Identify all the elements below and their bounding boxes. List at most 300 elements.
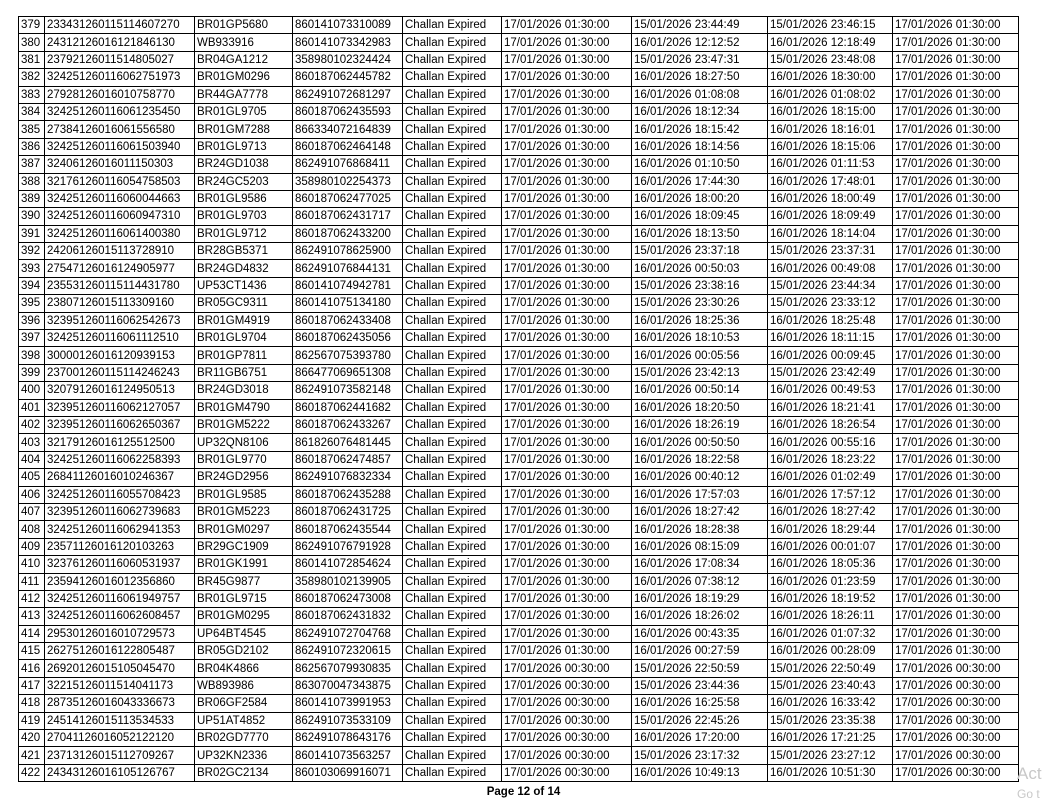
end-time: 16/01/2026 18:27:42 (768, 503, 893, 520)
expiry-time: 17/01/2026 01:30:00 (502, 451, 632, 468)
table-row (19, 312, 1019, 329)
vehicle-number: BR24GD2956 (195, 469, 293, 486)
table-row (19, 156, 1019, 173)
table-row (19, 190, 1019, 207)
vehicle-number: BR01GL9704 (195, 330, 293, 347)
page-number: Page 12 of 14 (486, 786, 561, 798)
closing-time: 17/01/2026 01:30:00 (893, 243, 1019, 260)
vehicle-number: BR24GD4832 (195, 260, 293, 277)
expiry-time: 17/01/2026 01:30:00 (502, 364, 632, 381)
table-row (19, 260, 1019, 277)
row-index: 411 (19, 573, 45, 590)
table-row (19, 173, 1019, 190)
vehicle-number: BR01GL9712 (195, 225, 293, 242)
end-time: 16/01/2026 00:01:07 (768, 538, 893, 555)
end-time: 15/01/2026 22:50:49 (768, 660, 893, 677)
challan-id: 233431260115114607270 (45, 17, 195, 34)
device-imei: 862491078625900 (293, 243, 403, 260)
closing-time: 17/01/2026 00:30:00 (893, 677, 1019, 694)
end-time: 15/01/2026 23:48:08 (768, 51, 893, 68)
start-time: 16/01/2026 18:27:42 (632, 503, 768, 520)
vehicle-number: UP32KN2336 (195, 747, 293, 764)
table-row (19, 51, 1019, 68)
device-imei: 860187062433267 (293, 416, 403, 433)
challan-status: Challan Expired (403, 69, 502, 86)
end-time: 15/01/2026 23:35:38 (768, 712, 893, 729)
closing-time: 17/01/2026 01:30:00 (893, 347, 1019, 364)
row-index: 408 (19, 521, 45, 538)
challan-id: 32179126016125512500 (45, 434, 195, 451)
challan-status: Challan Expired (403, 416, 502, 433)
end-time: 16/01/2026 18:19:52 (768, 590, 893, 607)
challan-status: Challan Expired (403, 469, 502, 486)
vehicle-number: BR01GL9585 (195, 486, 293, 503)
vehicle-number: BR01GM0297 (195, 521, 293, 538)
vehicle-number: BR02GD7770 (195, 730, 293, 747)
start-time: 16/01/2026 18:28:38 (632, 521, 768, 538)
vehicle-number: BR04K4866 (195, 660, 293, 677)
closing-time: 17/01/2026 01:30:00 (893, 295, 1019, 312)
start-time: 16/01/2026 18:19:29 (632, 590, 768, 607)
row-index: 405 (19, 469, 45, 486)
table-row (19, 486, 1019, 503)
start-time: 15/01/2026 23:44:36 (632, 677, 768, 694)
row-index: 419 (19, 712, 45, 729)
table-row (19, 121, 1019, 138)
row-index: 388 (19, 173, 45, 190)
vehicle-number: BR01GL9715 (195, 590, 293, 607)
expiry-time: 17/01/2026 01:30:00 (502, 573, 632, 590)
device-imei: 860187062433200 (293, 225, 403, 242)
table-row (19, 712, 1019, 729)
challan-status: Challan Expired (403, 34, 502, 51)
end-time: 16/01/2026 17:57:12 (768, 486, 893, 503)
vehicle-number: UP51AT4852 (195, 712, 293, 729)
end-time: 16/01/2026 18:15:06 (768, 138, 893, 155)
end-time: 16/01/2026 17:48:01 (768, 173, 893, 190)
row-index: 384 (19, 103, 45, 120)
start-time: 16/01/2026 00:05:56 (632, 347, 768, 364)
start-time: 16/01/2026 00:50:50 (632, 434, 768, 451)
watermark-line-2: Go t (1017, 787, 1040, 801)
table-row (19, 695, 1019, 712)
challan-status: Challan Expired (403, 399, 502, 416)
challan-id: 321761260116054758503 (45, 173, 195, 190)
end-time: 16/01/2026 00:49:53 (768, 382, 893, 399)
expiry-time: 17/01/2026 01:30:00 (502, 521, 632, 538)
expiry-time: 17/01/2026 01:30:00 (502, 538, 632, 555)
row-index: 403 (19, 434, 45, 451)
challan-id: 323951260116062127057 (45, 399, 195, 416)
closing-time: 17/01/2026 01:30:00 (893, 260, 1019, 277)
expiry-time: 17/01/2026 01:30:00 (502, 34, 632, 51)
expiry-time: 17/01/2026 01:30:00 (502, 69, 632, 86)
end-time: 16/01/2026 16:33:42 (768, 695, 893, 712)
challan-id: 324251260116062258393 (45, 451, 195, 468)
challan-status: Challan Expired (403, 451, 502, 468)
challan-id: 324251260116061235450 (45, 103, 195, 120)
challan-status: Challan Expired (403, 608, 502, 625)
end-time: 16/01/2026 01:02:49 (768, 469, 893, 486)
closing-time: 17/01/2026 01:30:00 (893, 17, 1019, 34)
challan-id: 27384126016061556580 (45, 121, 195, 138)
start-time: 16/01/2026 01:08:08 (632, 86, 768, 103)
challan-status: Challan Expired (403, 556, 502, 573)
device-imei: 862491078643176 (293, 730, 403, 747)
end-time: 16/01/2026 10:51:30 (768, 764, 893, 781)
row-index: 421 (19, 747, 45, 764)
start-time: 16/01/2026 18:14:56 (632, 138, 768, 155)
start-time: 16/01/2026 18:09:45 (632, 208, 768, 225)
closing-time: 17/01/2026 01:30:00 (893, 608, 1019, 625)
vehicle-number: BR28GB5371 (195, 243, 293, 260)
vehicle-number: BR01GM0295 (195, 608, 293, 625)
closing-time: 17/01/2026 01:30:00 (893, 590, 1019, 607)
vehicle-number: WB933916 (195, 34, 293, 51)
start-time: 16/01/2026 18:00:20 (632, 190, 768, 207)
row-index: 382 (19, 69, 45, 86)
closing-time: 17/01/2026 00:30:00 (893, 660, 1019, 677)
challan-id: 324251260116060044663 (45, 190, 195, 207)
device-imei: 862491076844131 (293, 260, 403, 277)
table-row (19, 243, 1019, 260)
row-index: 381 (19, 51, 45, 68)
device-imei: 860187062464148 (293, 138, 403, 155)
table-row (19, 86, 1019, 103)
expiry-time: 17/01/2026 01:30:00 (502, 590, 632, 607)
device-imei: 866477069651308 (293, 364, 403, 381)
challan-id: 324251260116055708423 (45, 486, 195, 503)
end-time: 16/01/2026 18:15:00 (768, 103, 893, 120)
closing-time: 17/01/2026 01:30:00 (893, 556, 1019, 573)
row-index: 394 (19, 277, 45, 294)
device-imei: 860187062431725 (293, 503, 403, 520)
vehicle-number: BR01GP5680 (195, 17, 293, 34)
start-time: 16/01/2026 17:20:00 (632, 730, 768, 747)
start-time: 15/01/2026 23:38:16 (632, 277, 768, 294)
end-time: 16/01/2026 01:07:32 (768, 625, 893, 642)
closing-time: 17/01/2026 01:30:00 (893, 277, 1019, 294)
table-row (19, 277, 1019, 294)
expiry-time: 17/01/2026 01:30:00 (502, 156, 632, 173)
start-time: 16/01/2026 18:13:50 (632, 225, 768, 242)
device-imei: 860141073563257 (293, 747, 403, 764)
vehicle-number: BR01GL9770 (195, 451, 293, 468)
closing-time: 17/01/2026 00:30:00 (893, 747, 1019, 764)
challan-id: 23713126015112709267 (45, 747, 195, 764)
vehicle-number: BR45G9877 (195, 573, 293, 590)
table-row (19, 364, 1019, 381)
start-time: 15/01/2026 22:50:59 (632, 660, 768, 677)
challan-id: 323761260116060531937 (45, 556, 195, 573)
expiry-time: 17/01/2026 01:30:00 (502, 486, 632, 503)
challan-status: Challan Expired (403, 764, 502, 781)
challan-status: Challan Expired (403, 521, 502, 538)
table-row (19, 295, 1019, 312)
challan-id: 324251260116062751973 (45, 69, 195, 86)
expiry-time: 17/01/2026 01:30:00 (502, 190, 632, 207)
expiry-time: 17/01/2026 01:30:00 (502, 295, 632, 312)
vehicle-number: BR01GL9705 (195, 103, 293, 120)
end-time: 16/01/2026 01:23:59 (768, 573, 893, 590)
expiry-time: 17/01/2026 00:30:00 (502, 764, 632, 781)
end-time: 16/01/2026 18:16:01 (768, 121, 893, 138)
challan-status: Challan Expired (403, 347, 502, 364)
start-time: 16/01/2026 00:40:12 (632, 469, 768, 486)
expiry-time: 17/01/2026 01:30:00 (502, 608, 632, 625)
expiry-time: 17/01/2026 01:30:00 (502, 103, 632, 120)
challan-status: Challan Expired (403, 138, 502, 155)
challan-id: 323951260116062739683 (45, 503, 195, 520)
challan-id: 32079126016124950513 (45, 382, 195, 399)
table-row (19, 747, 1019, 764)
start-time: 16/01/2026 00:27:59 (632, 643, 768, 660)
start-time: 16/01/2026 08:15:09 (632, 538, 768, 555)
end-time: 16/01/2026 18:25:48 (768, 312, 893, 329)
end-time: 16/01/2026 18:11:15 (768, 330, 893, 347)
vehicle-number: BR01GM5223 (195, 503, 293, 520)
challan-id: 324251260116062941353 (45, 521, 195, 538)
end-time: 15/01/2026 23:33:12 (768, 295, 893, 312)
table-row (19, 521, 1019, 538)
closing-time: 17/01/2026 00:30:00 (893, 695, 1019, 712)
vehicle-number: BR02GC2134 (195, 764, 293, 781)
expiry-time: 17/01/2026 01:30:00 (502, 347, 632, 364)
expiry-time: 17/01/2026 01:30:00 (502, 138, 632, 155)
start-time: 16/01/2026 17:44:30 (632, 173, 768, 190)
challan-id: 23571126016120103263 (45, 538, 195, 555)
challan-id: 324251260116061400380 (45, 225, 195, 242)
device-imei: 860187062445782 (293, 69, 403, 86)
challan-id: 323951260116062542673 (45, 312, 195, 329)
row-index: 399 (19, 364, 45, 381)
challan-status: Challan Expired (403, 295, 502, 312)
end-time: 16/01/2026 01:11:53 (768, 156, 893, 173)
closing-time: 17/01/2026 01:30:00 (893, 573, 1019, 590)
start-time: 16/01/2026 10:49:13 (632, 764, 768, 781)
challan-id: 323951260116062650367 (45, 416, 195, 433)
expiry-time: 17/01/2026 01:30:00 (502, 469, 632, 486)
table-row (19, 538, 1019, 555)
challan-status: Challan Expired (403, 660, 502, 677)
row-index: 406 (19, 486, 45, 503)
closing-time: 17/01/2026 01:30:00 (893, 225, 1019, 242)
expiry-time: 17/01/2026 01:30:00 (502, 121, 632, 138)
closing-time: 17/01/2026 01:30:00 (893, 173, 1019, 190)
end-time: 15/01/2026 23:44:34 (768, 277, 893, 294)
challan-id: 27041126016052122120 (45, 730, 195, 747)
closing-time: 17/01/2026 00:30:00 (893, 712, 1019, 729)
challan-status: Challan Expired (403, 434, 502, 451)
table-row (19, 764, 1019, 781)
table-row (19, 503, 1019, 520)
expiry-time: 17/01/2026 00:30:00 (502, 747, 632, 764)
table-row (19, 451, 1019, 468)
challan-status: Challan Expired (403, 695, 502, 712)
device-imei: 860187062435544 (293, 521, 403, 538)
vehicle-number: BR01GK1991 (195, 556, 293, 573)
table-row (19, 573, 1019, 590)
start-time: 15/01/2026 23:30:26 (632, 295, 768, 312)
start-time: 16/01/2026 18:26:02 (632, 608, 768, 625)
device-imei: 860187062431717 (293, 208, 403, 225)
start-time: 16/01/2026 17:08:34 (632, 556, 768, 573)
end-time: 16/01/2026 18:00:49 (768, 190, 893, 207)
device-imei: 358980102254373 (293, 173, 403, 190)
vehicle-number: UP53CT1436 (195, 277, 293, 294)
closing-time: 17/01/2026 01:30:00 (893, 156, 1019, 173)
closing-time: 17/01/2026 01:30:00 (893, 330, 1019, 347)
challan-table (18, 16, 1019, 782)
closing-time: 17/01/2026 01:30:00 (893, 399, 1019, 416)
closing-time: 17/01/2026 01:30:00 (893, 208, 1019, 225)
challan-status: Challan Expired (403, 330, 502, 347)
row-index: 396 (19, 312, 45, 329)
expiry-time: 17/01/2026 01:30:00 (502, 312, 632, 329)
row-index: 395 (19, 295, 45, 312)
row-index: 404 (19, 451, 45, 468)
device-imei: 860141073991953 (293, 695, 403, 712)
challan-id: 27928126016010758770 (45, 86, 195, 103)
row-index: 392 (19, 243, 45, 260)
challan-id: 324251260116062608457 (45, 608, 195, 625)
start-time: 15/01/2026 23:42:13 (632, 364, 768, 381)
row-index: 385 (19, 121, 45, 138)
table-row (19, 225, 1019, 242)
expiry-time: 17/01/2026 00:30:00 (502, 677, 632, 694)
challan-status: Challan Expired (403, 503, 502, 520)
closing-time: 17/01/2026 01:30:00 (893, 190, 1019, 207)
expiry-time: 17/01/2026 01:30:00 (502, 399, 632, 416)
end-time: 16/01/2026 00:55:16 (768, 434, 893, 451)
device-imei: 862491076791928 (293, 538, 403, 555)
expiry-time: 17/01/2026 01:30:00 (502, 382, 632, 399)
end-time: 16/01/2026 01:08:02 (768, 86, 893, 103)
table-row (19, 382, 1019, 399)
challan-status: Challan Expired (403, 225, 502, 242)
table-row (19, 69, 1019, 86)
row-index: 413 (19, 608, 45, 625)
end-time: 16/01/2026 18:21:41 (768, 399, 893, 416)
device-imei: 860187062435056 (293, 330, 403, 347)
device-imei: 860187062431832 (293, 608, 403, 625)
challan-status: Challan Expired (403, 486, 502, 503)
end-time: 15/01/2026 23:42:49 (768, 364, 893, 381)
row-index: 415 (19, 643, 45, 660)
row-index: 414 (19, 625, 45, 642)
device-imei: 860187062473008 (293, 590, 403, 607)
table-row (19, 103, 1019, 120)
vehicle-number: BR04GA1212 (195, 51, 293, 68)
challan-id: 324251260116061112510 (45, 330, 195, 347)
vehicle-number: BR01GP7811 (195, 347, 293, 364)
closing-time: 17/01/2026 00:30:00 (893, 730, 1019, 747)
expiry-time: 17/01/2026 01:30:00 (502, 330, 632, 347)
challan-id: 24206126015113728910 (45, 243, 195, 260)
expiry-time: 17/01/2026 01:30:00 (502, 625, 632, 642)
device-imei: 358980102139905 (293, 573, 403, 590)
device-imei: 860187062435593 (293, 103, 403, 120)
end-time: 16/01/2026 18:14:04 (768, 225, 893, 242)
row-index: 386 (19, 138, 45, 155)
activate-windows-watermark (1017, 764, 1047, 804)
challan-id: 24312126016121846130 (45, 34, 195, 51)
end-time: 15/01/2026 23:40:43 (768, 677, 893, 694)
closing-time: 17/01/2026 01:30:00 (893, 451, 1019, 468)
start-time: 16/01/2026 01:10:50 (632, 156, 768, 173)
row-index: 390 (19, 208, 45, 225)
challan-id: 28735126016043336673 (45, 695, 195, 712)
table-body (19, 17, 1019, 782)
device-imei: 860187062474857 (293, 451, 403, 468)
row-index: 398 (19, 347, 45, 364)
challan-status: Challan Expired (403, 190, 502, 207)
challan-status: Challan Expired (403, 51, 502, 68)
challan-id: 24514126015113534533 (45, 712, 195, 729)
table-row (19, 138, 1019, 155)
row-index: 420 (19, 730, 45, 747)
vehicle-number: BR06GF2584 (195, 695, 293, 712)
expiry-time: 17/01/2026 01:30:00 (502, 243, 632, 260)
closing-time: 17/01/2026 01:30:00 (893, 51, 1019, 68)
expiry-time: 17/01/2026 00:30:00 (502, 730, 632, 747)
closing-time: 17/01/2026 01:30:00 (893, 69, 1019, 86)
closing-time: 17/01/2026 01:30:00 (893, 34, 1019, 51)
start-time: 15/01/2026 23:37:18 (632, 243, 768, 260)
closing-time: 17/01/2026 01:30:00 (893, 364, 1019, 381)
challan-status: Challan Expired (403, 538, 502, 555)
expiry-time: 17/01/2026 01:30:00 (502, 416, 632, 433)
row-index: 407 (19, 503, 45, 520)
challan-id: 30000126016120939153 (45, 347, 195, 364)
device-imei: 860187062433408 (293, 312, 403, 329)
table-row (19, 660, 1019, 677)
device-imei: 862491072681297 (293, 86, 403, 103)
expiry-time: 17/01/2026 01:30:00 (502, 51, 632, 68)
end-time: 16/01/2026 18:30:00 (768, 69, 893, 86)
start-time: 16/01/2026 18:20:50 (632, 399, 768, 416)
closing-time: 17/01/2026 00:30:00 (893, 764, 1019, 781)
challan-status: Challan Expired (403, 156, 502, 173)
challan-id: 324251260116061949757 (45, 590, 195, 607)
start-time: 16/01/2026 16:25:58 (632, 695, 768, 712)
row-index: 400 (19, 382, 45, 399)
device-imei: 861826076481445 (293, 434, 403, 451)
row-index: 389 (19, 190, 45, 207)
start-time: 16/01/2026 00:43:35 (632, 625, 768, 642)
table-row (19, 34, 1019, 51)
end-time: 16/01/2026 18:29:44 (768, 521, 893, 538)
challan-id: 324251260116061503940 (45, 138, 195, 155)
device-imei: 860187062441682 (293, 399, 403, 416)
closing-time: 17/01/2026 01:30:00 (893, 138, 1019, 155)
closing-time: 17/01/2026 01:30:00 (893, 382, 1019, 399)
challan-status: Challan Expired (403, 590, 502, 607)
table-row (19, 625, 1019, 642)
expiry-time: 17/01/2026 01:30:00 (502, 260, 632, 277)
challan-id: 29530126016010729573 (45, 625, 195, 642)
row-index: 402 (19, 416, 45, 433)
vehicle-number: BR05GD2102 (195, 643, 293, 660)
table-row (19, 556, 1019, 573)
row-index: 416 (19, 660, 45, 677)
vehicle-number: BR05GC9311 (195, 295, 293, 312)
vehicle-number: BR24GD1038 (195, 156, 293, 173)
row-index: 417 (19, 677, 45, 694)
closing-time: 17/01/2026 01:30:00 (893, 486, 1019, 503)
expiry-time: 17/01/2026 01:30:00 (502, 643, 632, 660)
device-imei: 866334072164839 (293, 121, 403, 138)
